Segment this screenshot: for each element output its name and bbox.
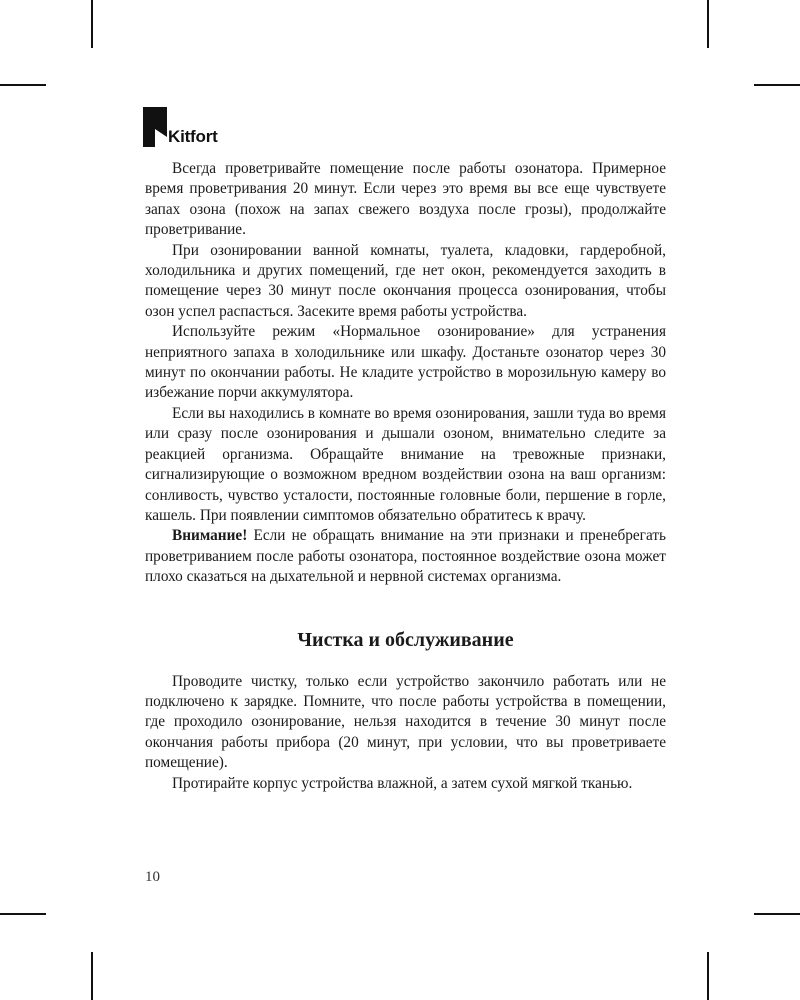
crop-mark-top-left xyxy=(91,0,93,48)
page-content xyxy=(145,159,666,794)
warning-paragraph xyxy=(145,526,666,587)
paragraph: Проводите чистку, только если устройство закончило работать или не подключено к зарядке. Помните, что после работы устройства в помещении, где проходило озонирование, нельзя находится в течение 30 минут после окончания работы прибора (20 минут, при условии, что вы проветриваете помещение). xyxy=(145,672,666,772)
paragraph: При озонировании ванной комнаты, туалета, кладовки, гардеробной, холодильника и других помещений, где нет окон, рекомендуется заходить в помещение через 30 минут после окончания процесса озонирования, чтобы озон успел распасться. Засеките время работы устройства. xyxy=(145,241,666,320)
crop-mark-left-bottom xyxy=(0,913,46,915)
paragraph: Протирайте корпус устройства влажной, а затем сухой мягкой тканью. xyxy=(172,774,633,792)
warning-text: Если не обращать внимание на эти признаки и пренебрегать проветриванием после работы озонатора, постоянное воздействие озона может плохо сказаться на дыхательной и нервной системах организма. xyxy=(145,527,666,586)
warning-label: Внимание! xyxy=(172,527,248,545)
crop-mark-right-top xyxy=(754,84,800,86)
section-heading: Чистка и обслуживание xyxy=(297,628,514,651)
crop-mark-right-bottom xyxy=(754,913,800,915)
brand-logo xyxy=(143,107,218,147)
logo-text: Kitfort xyxy=(168,127,218,146)
paragraph: Используйте режим «Нормальное озонирование» для устранения неприятного запаха в холодильнике или шкафу. Достаньте озонатор через 30 минут по окончании работы. Не кладите устройство в морозильную камеру во избежание порчи аккумулятора. xyxy=(145,323,666,402)
page-number: 10 xyxy=(145,869,160,885)
paragraph: Всегда проветривайте помещение после работы озонатора. Примерное время проветривания 20 минут. Если через это время вы все еще чувствуете запах озона (похож на запах свежего воздуха после грозы), продолжайте проветривание. xyxy=(145,160,666,239)
kitfort-logo-icon xyxy=(143,107,167,147)
paragraph: Если вы находились в комнате во время озонирования, зашли туда во время или сразу после озонирования и дышали озоном, внимательно следите за реакцией организма. Обращайте внимание на тревожные признаки, сигнализирующие о возможном вредном воздействии озона на ваш организм: сонливость, чувство усталости, постоянные головные боли, першение в горле, кашель. При появлении симптомов обязательно обратитесь к врачу. xyxy=(145,404,666,524)
crop-mark-top-right xyxy=(707,0,709,48)
crop-mark-bottom-right xyxy=(707,952,709,1000)
crop-mark-left-top xyxy=(0,84,46,86)
crop-mark-bottom-left xyxy=(91,952,93,1000)
